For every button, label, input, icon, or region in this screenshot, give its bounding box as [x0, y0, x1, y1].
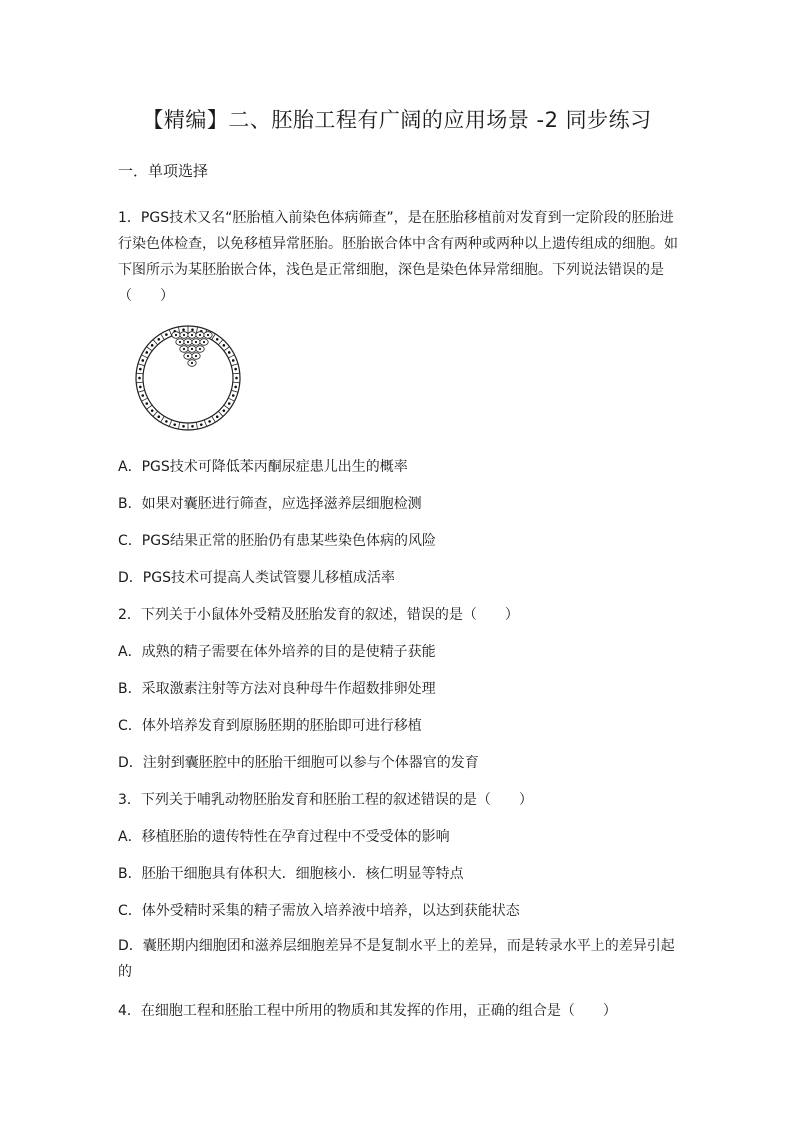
q1-option-d[interactable]: D．PGS技术可提高人类试管婴儿移植成活率 — [118, 570, 395, 586]
section-heading: 一．单项选择 — [118, 162, 209, 180]
q1-option-b[interactable]: B．如果对囊胚进行筛查，应选择滋养层细胞检测 — [118, 496, 422, 512]
q3-option-c[interactable]: C．体外受精时采集的精子需放入培养液中培养，以达到获能状态 — [118, 903, 520, 919]
q3-option-d[interactable]: D．囊胚期内细胞团和滋养层细胞差异不是复制水平上的差异，而是转录水平上的差异引起的 — [118, 938, 675, 980]
q3-option-a[interactable]: A．移植胚胎的遗传特性在孕育过程中不受受体的影响 — [118, 829, 450, 845]
q1-option-c[interactable]: C．PGS结果正常的胚胎仍有患某些染色体病的风险 — [118, 533, 436, 549]
q3-option-b[interactable]: B．胚胎干细胞具有体积大．细胞核小．核仁明显等特点 — [118, 866, 464, 882]
embryo-mosaic-diagram — [124, 318, 256, 438]
question-2-stem: 2．下列关于小鼠体外受精及胚胎发育的叙述，错误的是（ ） — [118, 607, 519, 623]
inner-cell-mass — [172, 332, 212, 367]
page-title: 【精编】二、胚胎工程有广阔的应用场景 -2 同步练习 — [142, 108, 652, 132]
q2-option-c[interactable]: C．体外培养发育到原肠胚期的胚胎即可进行移植 — [118, 718, 422, 734]
inner-ring-icon — [143, 333, 233, 423]
q2-option-b[interactable]: B．采取激素注射等方法对良种母牛作超数排卵处理 — [118, 681, 436, 697]
question-3-stem: 3．下列关于哺乳动物胚胎发育和胚胎工程的叙述错误的是（ ） — [118, 792, 533, 808]
q2-option-d[interactable]: D．注射到囊胚腔中的胚胎干细胞可以参与个体器官的发育 — [118, 755, 479, 771]
q1-option-a[interactable]: A．PGS技术可降低苯丙酮尿症患儿出生的概率 — [118, 459, 408, 475]
question-1-stem: 1．PGS技术又名“胚胎植入前染色体病筛查”，是在胚胎移植前对发育到一定阶段的胚胎进行染色体检查，以免移植异常胚胎。胚胎嵌合体中含有两种或两种以上遗传组成的细胞。如下图所示为某胚胎嵌合体，浅色是正常细胞，深色是染色体异常细胞。下列说法错误的是（ ） — [118, 210, 678, 304]
q2-option-a[interactable]: A．成熟的精子需要在体外培养的目的是使精子获能 — [118, 644, 436, 660]
question-4-stem: 4．在细胞工程和胚胎工程中所用的物质和其发挥的作用，正确的组合是（ ） — [118, 1003, 617, 1019]
